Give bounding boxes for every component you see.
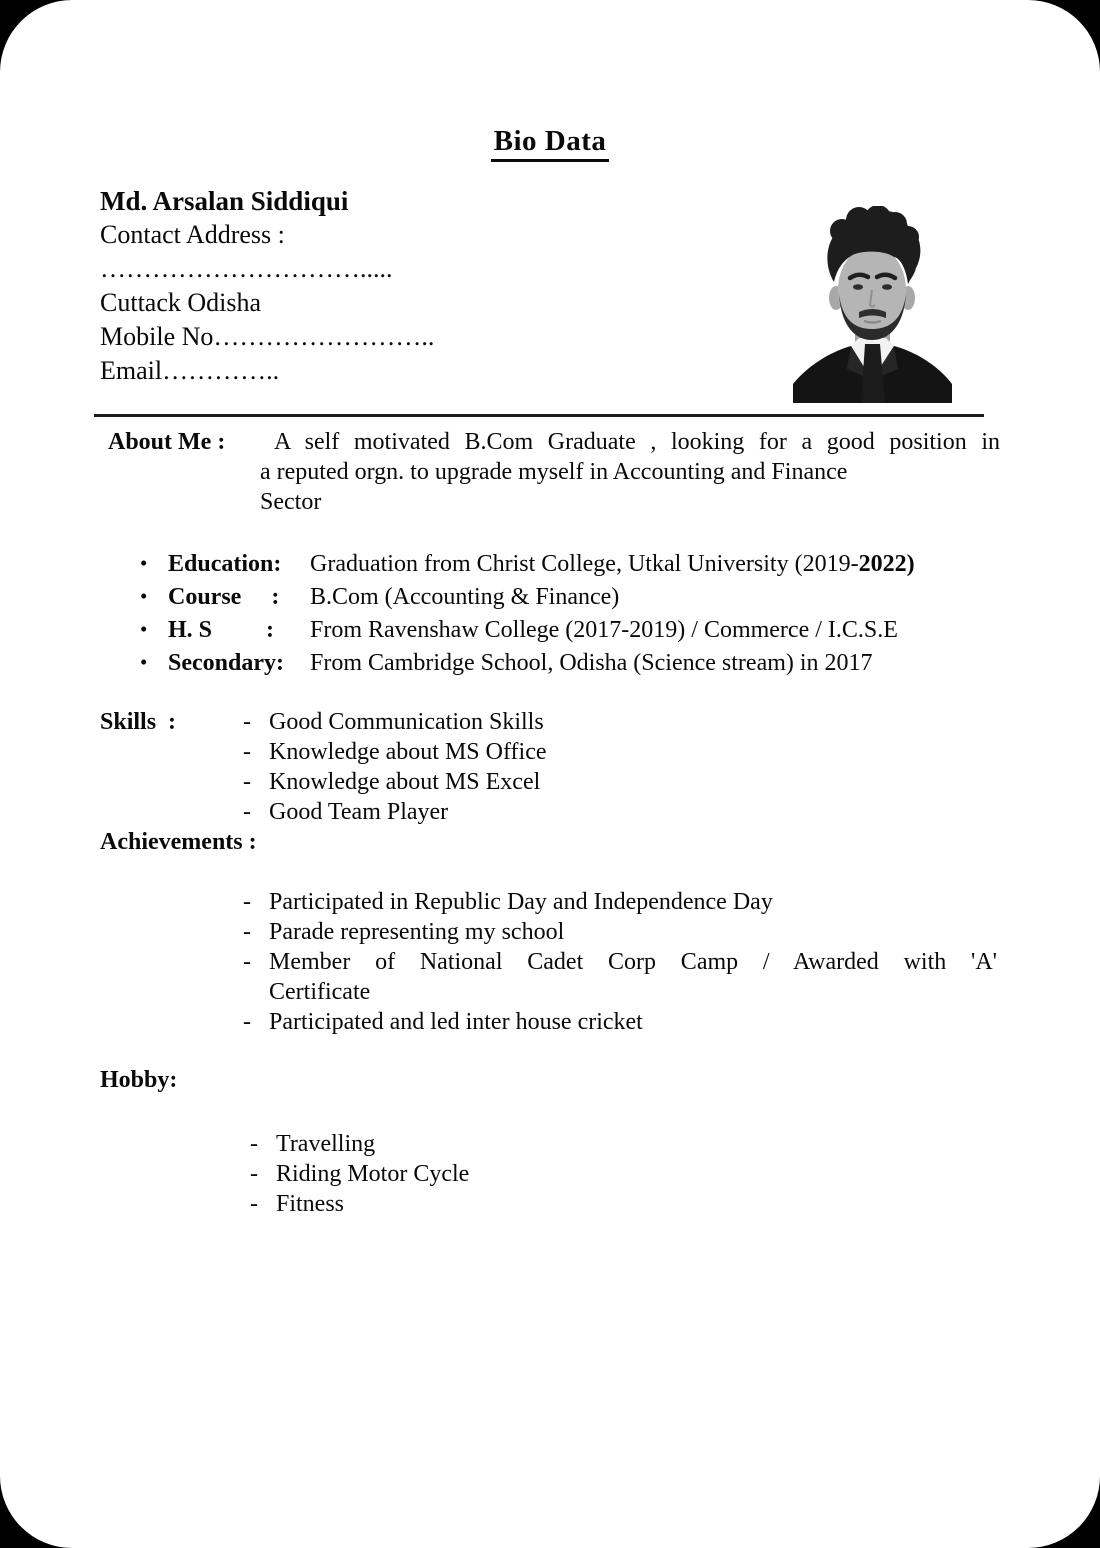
hobby-item-text: Fitness xyxy=(276,1191,345,1217)
education-item xyxy=(100,547,1000,580)
education-item-text: From Cambridge School, Odisha (Science stream) in 2017 xyxy=(310,650,873,676)
applicant-photo xyxy=(787,206,958,403)
education-item-text: B.Com (Accounting & Finance) xyxy=(310,584,620,610)
achievements-list xyxy=(243,887,1000,1037)
about-line: a reputed orgn. to upgrade myself in Accounting and Finance xyxy=(260,459,848,485)
education-item-text: From Ravenshaw College (2017-2019) / Commerce / I.C.S.E xyxy=(310,617,898,643)
about-line: A self motivated B.Com Graduate , looking for a good position in xyxy=(274,429,1000,455)
achievement-item xyxy=(243,887,1000,917)
dash-marker: - xyxy=(250,1191,258,1217)
achievement-item xyxy=(243,1007,1000,1037)
contact-city: Cuttack Odisha xyxy=(100,288,262,317)
contact-mobile: Mobile No…………………….. xyxy=(100,322,435,351)
hobby-item xyxy=(250,1129,1000,1159)
education-item-label: Secondary: xyxy=(168,650,284,676)
contact-address-label: Contact Address : xyxy=(100,220,285,249)
education-item xyxy=(100,613,1000,646)
skill-item xyxy=(243,707,547,737)
applicant-name: Md. Arsalan Siddiqui xyxy=(100,186,349,216)
contact-email: Email………….. xyxy=(100,356,280,385)
skill-item-text: Knowledge about MS Office xyxy=(269,739,547,765)
hobby-item-text: Riding Motor Cycle xyxy=(276,1161,470,1187)
achievement-item-text xyxy=(269,947,997,1007)
skill-item-text: Good Team Player xyxy=(269,799,449,825)
achievements-label: Achievements : xyxy=(100,829,257,855)
section-divider xyxy=(94,414,984,417)
skills-list xyxy=(243,707,547,827)
dash-marker: - xyxy=(243,739,251,765)
achievement-item xyxy=(243,917,1000,947)
education-item-text: Graduation from Christ College, Utkal University (2019- xyxy=(310,551,859,577)
dash-marker: - xyxy=(250,1131,258,1157)
bullet-icon: • xyxy=(140,551,148,575)
about-me-text xyxy=(260,427,1000,517)
education-item-label: Education: xyxy=(168,551,282,577)
dash-marker: - xyxy=(243,889,251,915)
achievement-item-text: Participated and led inter house cricket xyxy=(269,1009,643,1035)
dash-marker: - xyxy=(250,1161,258,1187)
title-row xyxy=(100,125,1000,162)
education-item xyxy=(100,580,1000,613)
hobby-item xyxy=(250,1159,1000,1189)
education-item-label: H. S : xyxy=(168,617,275,643)
education-item xyxy=(100,646,1000,679)
skill-item xyxy=(243,767,547,797)
skill-item-text: Good Communication Skills xyxy=(269,709,544,735)
education-item-bold: 2022) xyxy=(858,551,915,577)
dash-marker: - xyxy=(243,919,251,945)
about-me-section xyxy=(100,427,1000,517)
bullet-icon: • xyxy=(140,584,148,608)
hobby-item xyxy=(250,1189,1000,1219)
dash-marker: - xyxy=(243,1009,251,1035)
achievement-line: Member of National Cadet Corp Camp / Awarded with 'A' xyxy=(269,949,997,975)
about-line: Sector xyxy=(260,489,322,515)
hobby-item-text: Travelling xyxy=(276,1131,376,1157)
achievement-line: Certificate xyxy=(269,979,371,1005)
dash-marker: - xyxy=(243,949,251,975)
education-item-label: Course : xyxy=(168,584,280,610)
about-me-label: About Me : xyxy=(108,429,226,455)
bullet-icon: • xyxy=(140,650,148,674)
skill-item xyxy=(243,797,547,827)
hobby-label: Hobby: xyxy=(100,1067,178,1093)
skill-item-text: Knowledge about MS Excel xyxy=(269,769,541,795)
achievement-item-text: Parade representing my school xyxy=(269,919,565,945)
achievement-item-text: Participated in Republic Day and Independence Day xyxy=(269,889,773,915)
skills-label: Skills : xyxy=(100,709,177,735)
achievement-item xyxy=(243,947,1000,1007)
skill-item xyxy=(243,737,547,767)
page-title: Bio Data xyxy=(491,125,610,162)
contact-address-dots: …………………………..... xyxy=(100,254,393,283)
skills-section xyxy=(100,707,1000,827)
hobby-list xyxy=(250,1129,1000,1219)
dash-marker: - xyxy=(243,709,251,735)
education-list xyxy=(100,547,1000,679)
dash-marker: - xyxy=(243,799,251,825)
bullet-icon: • xyxy=(140,617,148,641)
dash-marker: - xyxy=(243,769,251,795)
